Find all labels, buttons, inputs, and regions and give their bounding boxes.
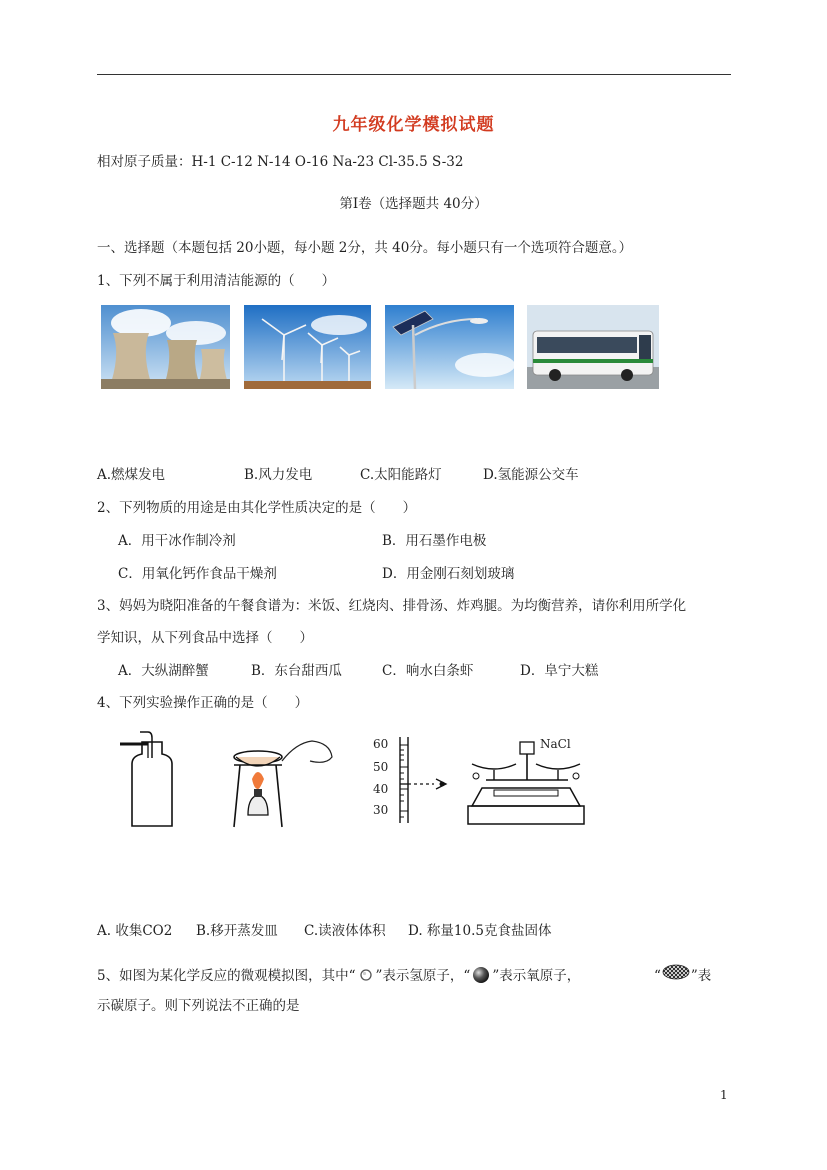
q1-option-c: C.太阳能路灯 xyxy=(360,467,442,483)
page-title: 九年级化学模拟试题 xyxy=(332,115,495,135)
q1-option-d: D.氢能源公交车 xyxy=(483,467,579,483)
cylinder-tick-30: 30 xyxy=(373,803,389,817)
q3-option-b: B．东台甜西瓜 xyxy=(251,663,342,679)
page-number: 1 xyxy=(720,1088,728,1102)
q5-line1-right xyxy=(654,964,711,986)
q5-text-a: 5、如图为某化学反应的微观模拟图，其中“ xyxy=(97,968,356,984)
q4-option-d: D. 称量10.5克食盐固体 xyxy=(408,923,552,939)
q5-line2: 示碳原子。则下列说法不正确的是 xyxy=(97,998,300,1014)
wind-turbines-image xyxy=(244,305,371,389)
section-heading: 第Ⅰ卷（选择题共 40分） xyxy=(339,196,488,212)
q2-option-c: C．用氧化钙作食品干燥剂 xyxy=(118,566,277,582)
q4-option-c: C.读液体体积 xyxy=(304,923,386,939)
q3-option-a: A．大纵湖醉蟹 xyxy=(118,663,209,679)
q5-text-d: “ xyxy=(654,968,661,984)
q5-line1 xyxy=(97,964,580,988)
q3-stem-line1: 3、妈妈为晓阳准备的午餐食谱为：米饭、红烧肉、排骨汤、炸鸡腿。为均衡营养，请你利用所学化 xyxy=(97,598,687,614)
q3-option-d: D．阜宁大糕 xyxy=(520,663,599,679)
q5-text-e: ”表 xyxy=(690,968,712,984)
q2-option-b: B．用石墨作电极 xyxy=(382,533,487,549)
evaporating-dish-diagram xyxy=(226,735,336,831)
cylinder-tick-40: 40 xyxy=(373,782,389,796)
q4-stem: 4、下列实验操作正确的是（ ） xyxy=(97,695,309,711)
header-rule xyxy=(97,74,731,75)
q1-stem: 1、下列不属于利用清洁能源的（ ） xyxy=(97,273,336,289)
carbon-atom-icon xyxy=(661,964,691,986)
q4-option-b: B.移开蒸发皿 xyxy=(196,923,278,939)
hydrogen-bus-image xyxy=(527,305,659,389)
solar-street-light-image xyxy=(385,305,514,389)
q1-option-b: B.风力发电 xyxy=(244,467,313,483)
q2-option-a: A．用干冰作制冷剂 xyxy=(118,533,236,549)
balance-label: NaCl xyxy=(540,737,571,751)
q2-option-d: D．用金刚石刻划玻璃 xyxy=(382,566,515,582)
q5-text-b: ”表示氢原子，“ xyxy=(375,968,471,984)
cylinder-tick-50: 50 xyxy=(373,760,389,774)
q3-stem-line2: 学知识，从下列食品中选择（ ） xyxy=(97,630,313,646)
gas-collection-bottle-diagram xyxy=(118,728,186,830)
q5-text-c: ”表示氧原子， xyxy=(492,968,581,984)
q1-option-a: A.燃煤发电 xyxy=(97,467,166,483)
cooling-towers-image xyxy=(101,305,230,389)
oxygen-atom-icon xyxy=(470,966,492,988)
q4-option-a: A. 收集CO2 xyxy=(97,923,173,939)
hydrogen-atom-icon xyxy=(356,968,376,986)
q2-stem: 2、下列物质的用途是由其化学性质决定的是（ ） xyxy=(97,500,417,516)
q3-option-c: C．响水白条虾 xyxy=(382,663,474,679)
part-intro: 一、选择题（本题包括 20小题，每小题 2分，共 40分。每小题只有一个选项符合题意。） xyxy=(97,240,633,256)
cylinder-tick-60: 60 xyxy=(373,737,389,751)
atomic-mass-line: 相对原子质量：H-1 C-12 N-14 O-16 Na-23 Cl-35.5 S-32 xyxy=(97,154,464,170)
